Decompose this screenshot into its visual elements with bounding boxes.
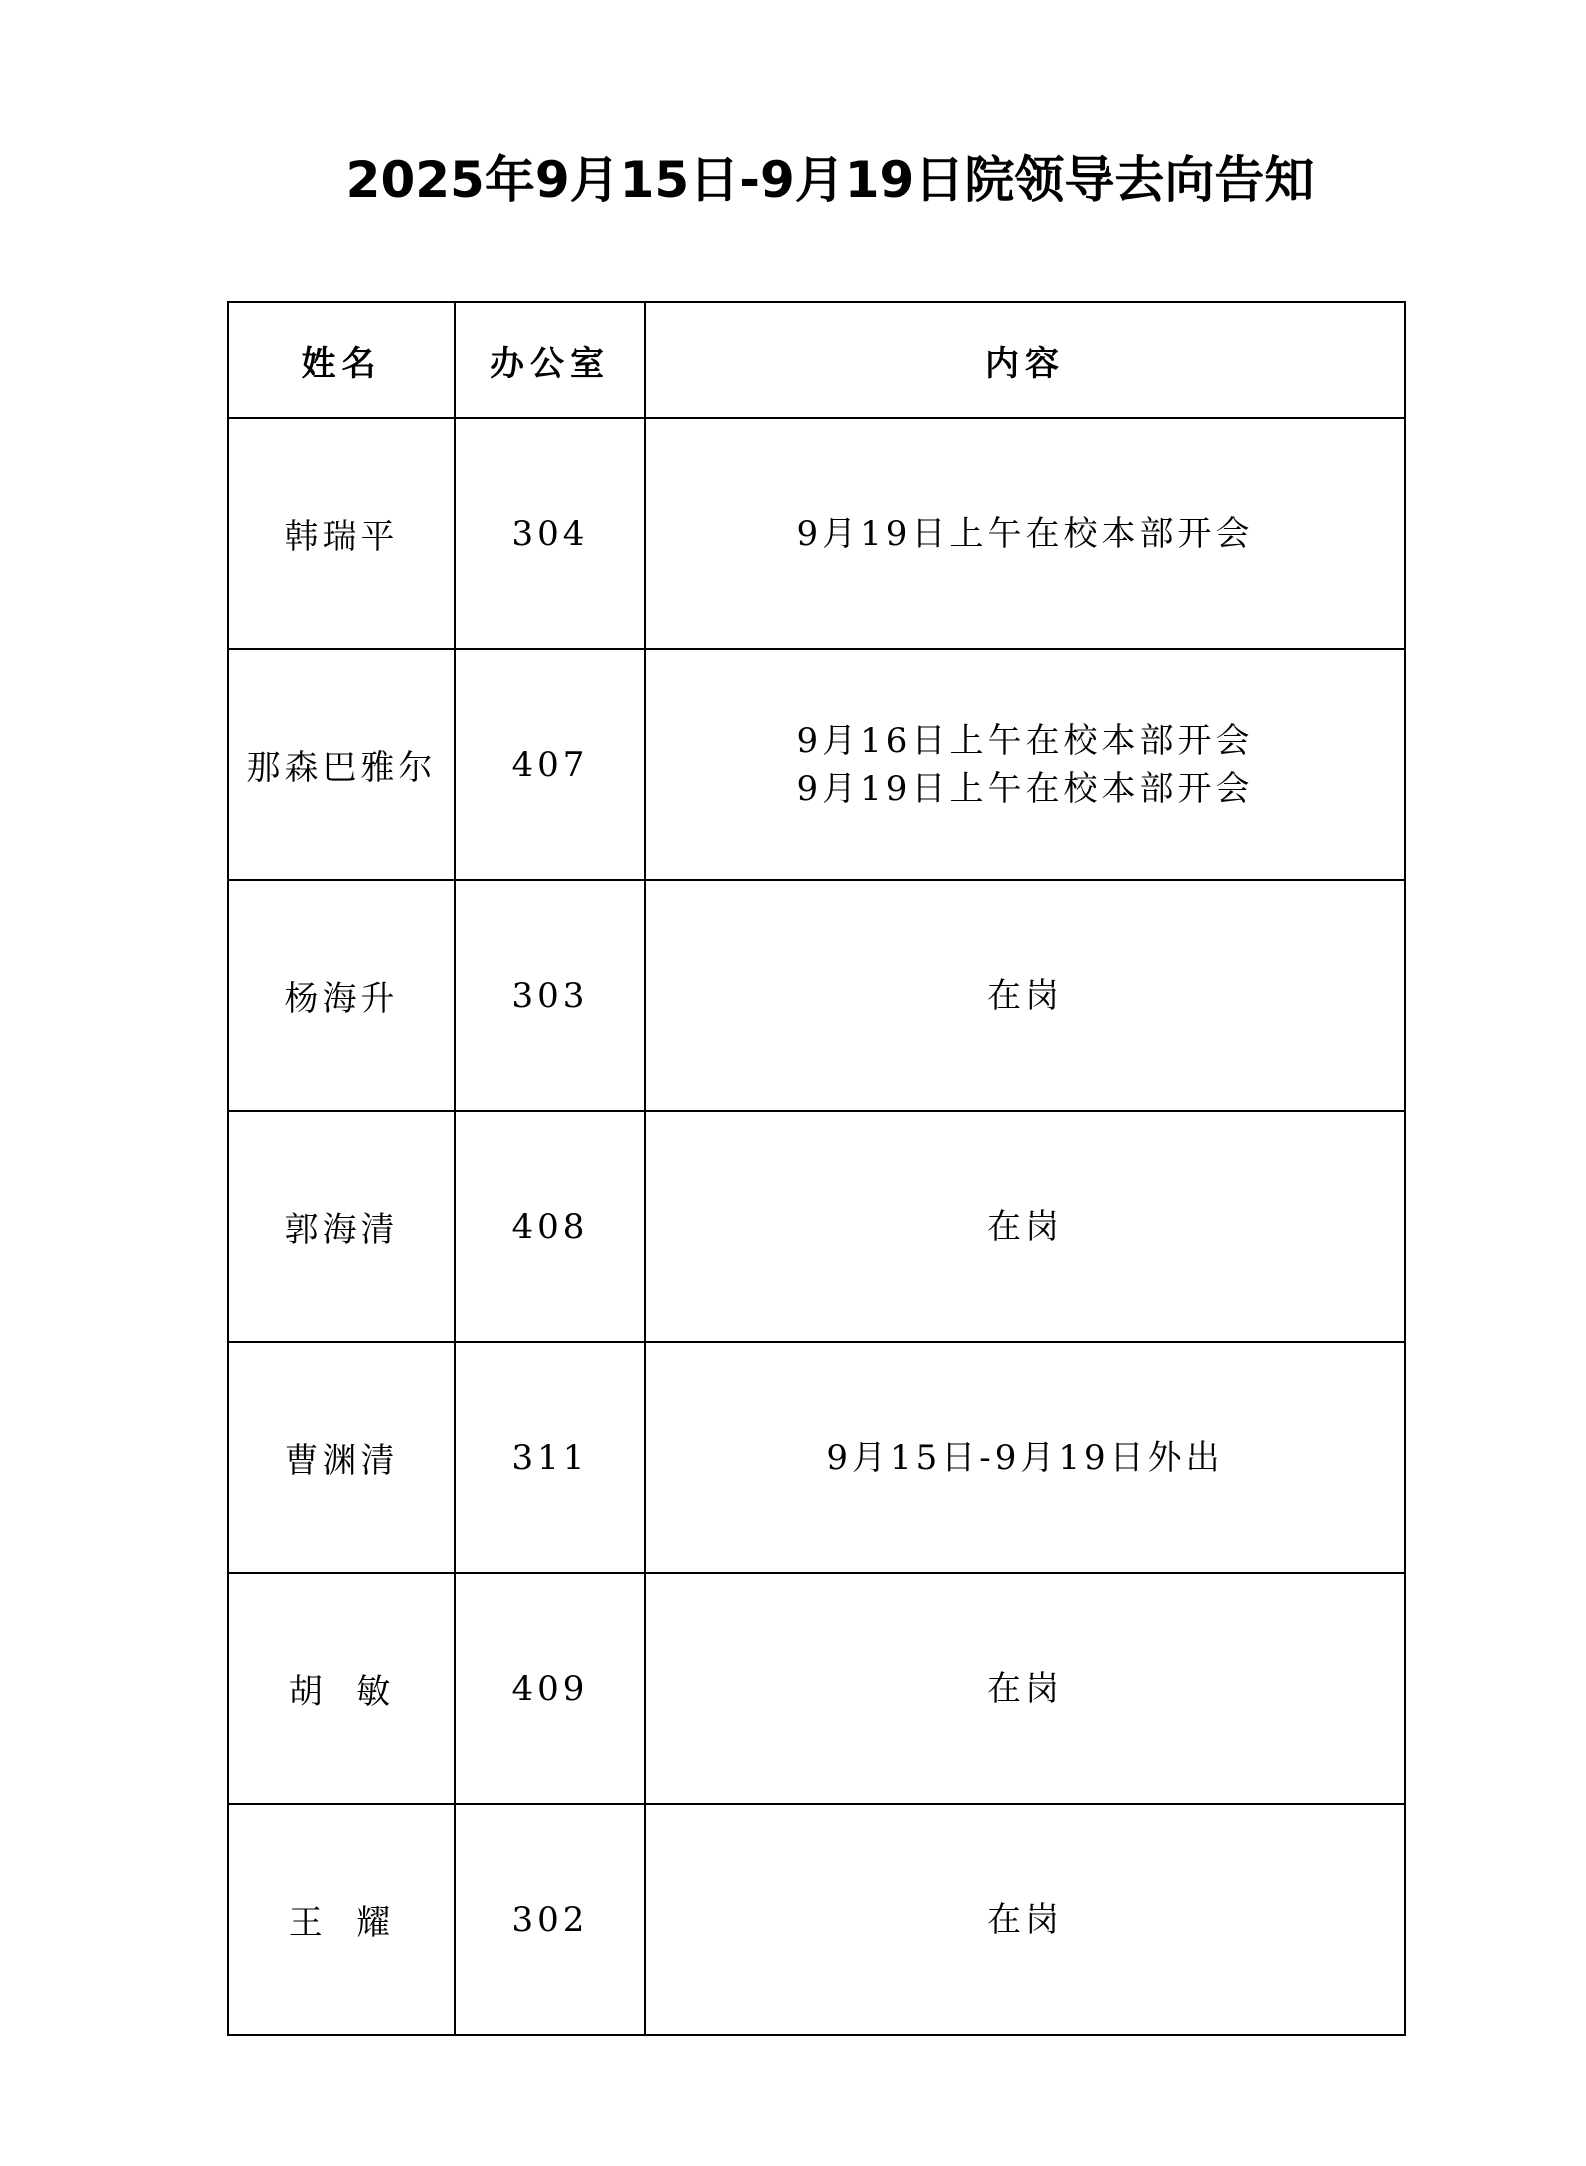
header-name: 姓名	[228, 302, 455, 418]
table-row	[228, 1573, 1405, 1804]
cell-office: 408	[455, 1111, 645, 1342]
content-line: 在岗	[987, 1899, 1063, 1940]
cell-content	[645, 880, 1405, 1111]
cell-content	[645, 649, 1405, 880]
content-line: 在岗	[987, 975, 1063, 1016]
table-row	[228, 649, 1405, 880]
table-row	[228, 418, 1405, 649]
header-content: 内容	[645, 302, 1405, 418]
content-line: 在岗	[987, 1668, 1063, 1709]
cell-office: 311	[455, 1342, 645, 1573]
header-office: 办公室	[455, 302, 645, 418]
cell-name: 韩瑞平	[228, 418, 455, 649]
content-line: 9月19日上午在校本部开会	[796, 513, 1254, 554]
table-row	[228, 1804, 1405, 2035]
cell-content	[645, 1804, 1405, 2035]
content-line: 9月15日-9月19日外出	[826, 1437, 1224, 1478]
table-row	[228, 1342, 1405, 1573]
table-row	[228, 1111, 1405, 1342]
cell-name: 胡 敏	[228, 1573, 455, 1804]
content-line: 9月16日上午在校本部开会	[796, 720, 1254, 761]
content-line: 9月19日上午在校本部开会	[796, 768, 1254, 809]
cell-name: 那森巴雅尔	[228, 649, 455, 880]
cell-name: 王 耀	[228, 1804, 455, 2035]
cell-content	[645, 1111, 1405, 1342]
cell-office: 409	[455, 1573, 645, 1804]
leader-whereabouts-table	[227, 301, 1406, 2036]
content-line: 在岗	[987, 1206, 1063, 1247]
table-row	[228, 880, 1405, 1111]
cell-office: 302	[455, 1804, 645, 2035]
cell-office: 303	[455, 880, 645, 1111]
page-title: 2025年9月15日-9月19日院领导去向告知	[345, 151, 1315, 209]
cell-name: 郭海清	[228, 1111, 455, 1342]
cell-name: 杨海升	[228, 880, 455, 1111]
cell-content	[645, 418, 1405, 649]
cell-office: 304	[455, 418, 645, 649]
table-header-row	[228, 302, 1405, 418]
cell-content	[645, 1342, 1405, 1573]
cell-name: 曹渊清	[228, 1342, 455, 1573]
cell-office: 407	[455, 649, 645, 880]
cell-content	[645, 1573, 1405, 1804]
